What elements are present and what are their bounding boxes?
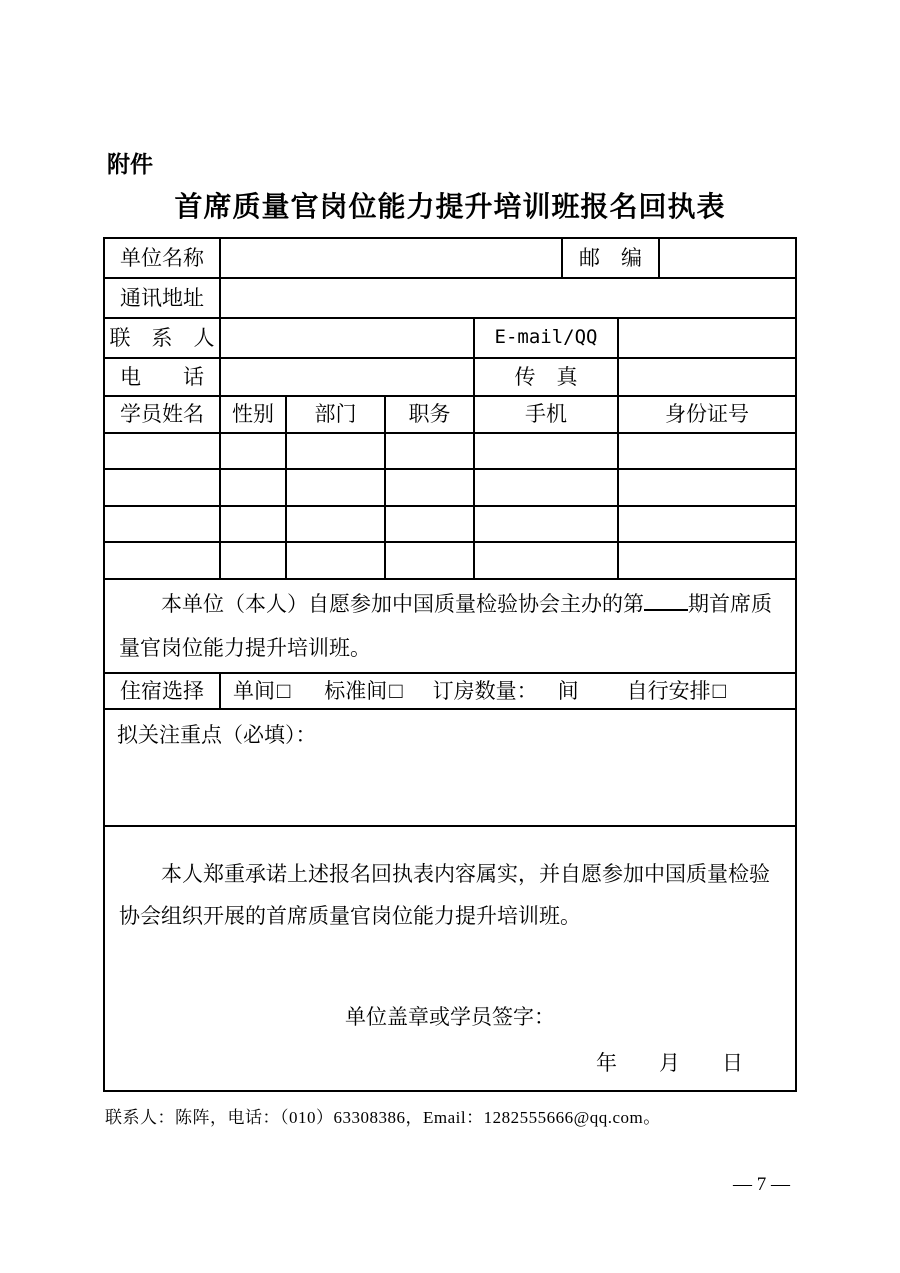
header-position: 职务 (386, 397, 475, 432)
student-row (105, 434, 795, 470)
position-cell (386, 470, 475, 505)
contact-person-label: 联 系 人 (105, 319, 221, 357)
email-qq-label: E-mail/QQ (475, 319, 619, 357)
phone-label: 电 话 (105, 359, 221, 395)
address-field (221, 279, 795, 317)
footer-contact: 联系人：陈阵，电话：（010）63308386，Email：1282555666@qq.com。 (105, 1108, 661, 1127)
attachment-label: 附件 (107, 151, 153, 177)
department-cell (287, 434, 386, 468)
student-table-header (105, 397, 795, 434)
accommodation-options (221, 674, 795, 708)
gender-cell (221, 507, 287, 541)
fax-field (619, 359, 795, 395)
fax-label: 传 真 (475, 359, 619, 395)
page-title: 首席质量官岗位能力提升培训班报名回执表 (174, 192, 726, 223)
header-id-number: 身份证号 (665, 402, 749, 427)
row-address (105, 279, 795, 319)
position-cell (386, 507, 475, 541)
row-contact (105, 319, 795, 359)
commitment-text: 本人郑重承诺上述报名回执表内容属实，并自愿参加中国质量检验协会组织开展的首席质量官岗位能力提升培训班。 (119, 862, 770, 928)
participation-statement (105, 580, 795, 674)
student-name-cell (105, 470, 221, 505)
student-row (105, 470, 795, 507)
department-cell (287, 543, 386, 578)
accommodation-label: 住宿选择 (105, 674, 221, 708)
self-arrange-option (627, 679, 726, 703)
signature-label: 单位盖章或学员签字： (345, 1005, 555, 1029)
student-name-cell (105, 507, 221, 541)
gender-cell (221, 543, 287, 578)
standard-room-option (324, 679, 402, 703)
standard-room-label: 标准间 (324, 678, 388, 703)
email-qq-field (619, 319, 795, 357)
mobile-cell (475, 543, 619, 578)
header-student-name: 学员姓名 (105, 397, 221, 432)
address-label: 通讯地址 (105, 279, 221, 317)
row-phone (105, 359, 795, 397)
id-number-cell (619, 434, 795, 468)
blank-underline (644, 588, 688, 611)
single-room-option (233, 679, 290, 703)
gender-cell (221, 434, 287, 468)
row-unit-name (105, 239, 795, 279)
student-row (105, 543, 795, 580)
mobile-cell (475, 470, 619, 505)
participation-text-before: 本单位（本人）自愿参加中国质量检验协会主办的第 (161, 592, 644, 616)
id-number-cell (619, 470, 795, 505)
student-name-cell (105, 434, 221, 468)
header-mobile: 手机 (475, 397, 619, 432)
unit-name-field (221, 239, 563, 277)
unit-name-label: 单位名称 (105, 239, 221, 277)
registration-form-table (103, 237, 797, 1092)
page-number: — 7 — (733, 1174, 790, 1195)
contact-person-field (221, 319, 475, 357)
postal-code-field (660, 239, 795, 277)
row-commitment (105, 827, 795, 1090)
position-cell (386, 434, 475, 468)
id-number-cell (619, 507, 795, 541)
date-line: 年 月 日 (596, 1051, 743, 1075)
position-cell (386, 543, 475, 578)
header-gender: 性别 (221, 397, 287, 432)
participation-text-after: 期首席质量官岗位能力提升培训班。 (119, 592, 772, 660)
self-arrange-label: 自行安排 (626, 678, 711, 703)
department-cell (287, 507, 386, 541)
row-accommodation (105, 674, 795, 710)
single-room-label: 单间 (233, 678, 275, 703)
header-department: 部门 (287, 397, 386, 432)
phone-field (221, 359, 475, 395)
student-name-cell (105, 543, 221, 578)
mobile-cell (475, 434, 619, 468)
checkbox-icon: □ (712, 677, 726, 703)
mobile-cell (475, 507, 619, 541)
row-focus-points (105, 710, 795, 827)
gender-cell (221, 470, 287, 505)
checkbox-icon: □ (389, 677, 403, 703)
postal-code-label: 邮 编 (563, 239, 660, 277)
room-unit-label: 间 (557, 678, 579, 703)
checkbox-icon: □ (277, 677, 291, 703)
id-number-cell (619, 543, 795, 578)
department-cell (287, 470, 386, 505)
student-row (105, 507, 795, 543)
booking-quantity-label: 订房数量： (432, 678, 538, 703)
focus-points-label: 拟关注重点（必填）： (117, 723, 317, 747)
